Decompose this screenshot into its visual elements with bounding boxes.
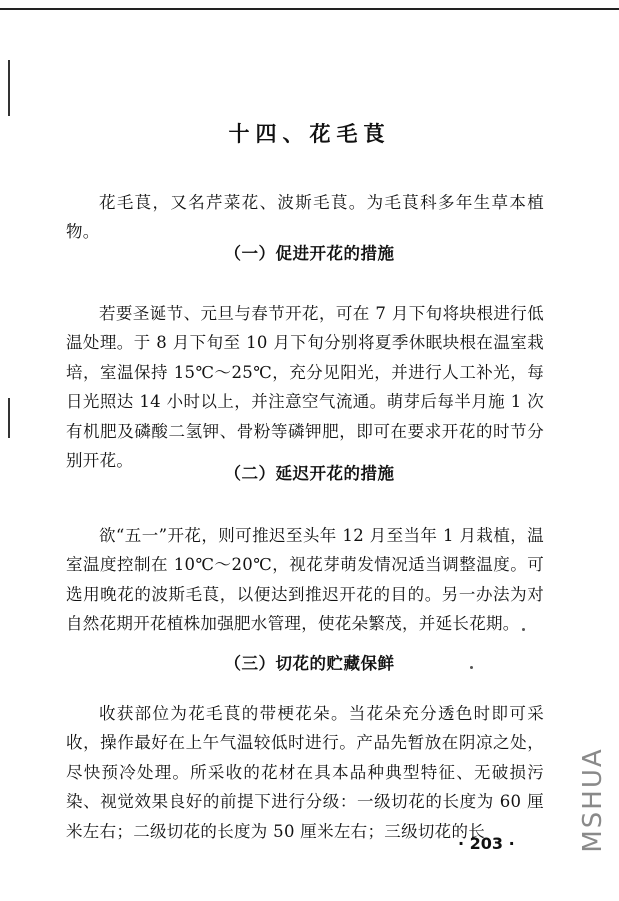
top-border-line [0,8,619,10]
section-heading-delay-flowering: （二）延迟开花的措施 [224,464,395,483]
intro-paragraph: 花毛茛，又名芹菜花、波斯毛茛。为毛茛科多年生草本植物。 [66,192,544,242]
section-body-delay-flowering: 欲“五一”开花，则可推迟至头年 12 月至当年 1 月栽植，温室温度控制在 10℃～20℃，视花芽萌发情况适当调整温度。可选用晚花的波斯毛茛，以便达到推迟开花的目的。另一办法为对自然花期开花植株加强肥水管理，使花朵繁茂，并延长花期。 [66,525,544,634]
page-number: · 203 · [458,834,515,853]
scan-speck [470,666,473,669]
watermark [568,700,618,900]
section-body-promote-flowering: 若要圣诞节、元旦与春节开花，可在 7 月下旬将块根进行低温处理。于 8 月下旬至 10 月下旬分别将夏季休眠块根在温室栽培，室温保持 15℃～25℃，充分见阳光，并进行人工补光，每日光照达 14 小时以上，并注意空气流通。萌芽后每半月施 1 次有机肥及磷酸二氢钾、骨粉等磷钾肥，即可在要求开花的时节分别开花。 [66,303,544,471]
section-body-cut-flower-storage: 收获部位为花毛茛的带梗花朵。当花朵充分透色时即可采收，操作最好在上午气温较低时进行。产品先暂放在阴凉之处，尽快预冷处理。所采收的花材在具本品种典型特征、无破损污染、视觉效果良好的前提下进行分级：一级切花的长度为 60 厘米左右；二级切花的长度为 50 厘米左右；三级切花的长 [66,703,544,841]
page-title: 十四、花毛茛 [228,122,391,146]
watermark-text: MSHUA [578,747,608,853]
scan-speck [522,628,525,631]
margin-mark [8,60,10,116]
section-heading-cut-flower-storage: （三）切花的贮藏保鲜 [224,654,395,673]
section-heading-promote-flowering: （一）促进开花的措施 [224,244,395,263]
margin-mark [8,398,10,438]
